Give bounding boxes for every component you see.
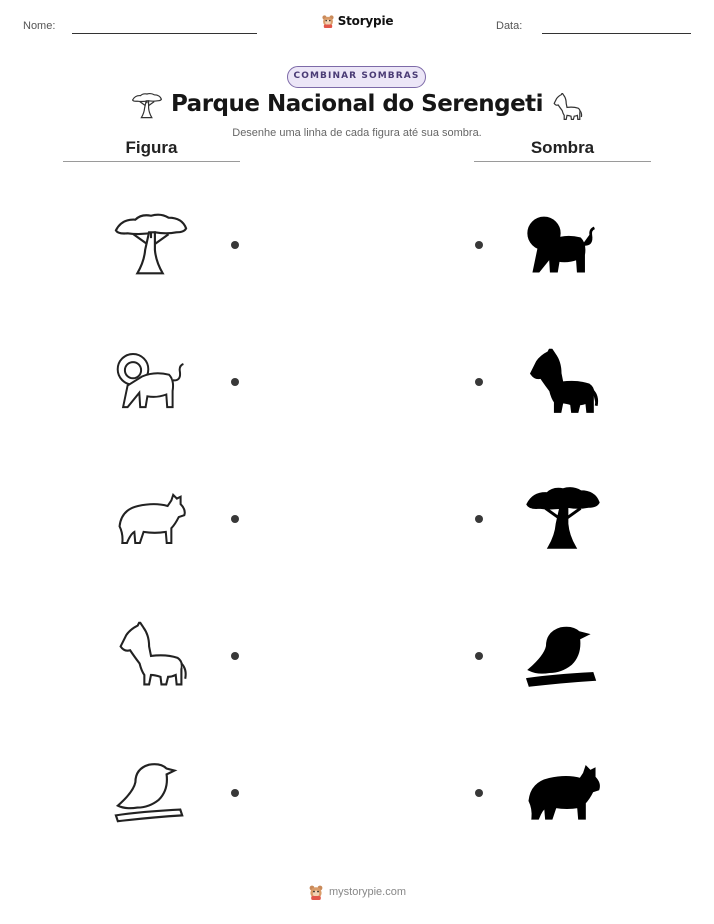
name-field-line[interactable]: [72, 33, 257, 34]
footer: [0, 884, 714, 904]
zebra-icon: [551, 92, 583, 122]
storypie-mascot-icon: [321, 14, 335, 28]
date-field-line[interactable]: [542, 33, 691, 34]
activity-badge: COMBINAR SOMBRAS: [287, 66, 426, 88]
shadow-dot-5[interactable]: [475, 789, 483, 797]
figure-dot-1[interactable]: [231, 241, 239, 249]
name-label: Nome:: [23, 20, 56, 32]
bird-silhouette-icon: [524, 620, 602, 690]
figure-dot-3[interactable]: [231, 515, 239, 523]
zebra-silhouette-icon: [524, 346, 600, 418]
storypie-mascot-icon: [308, 884, 324, 900]
date-label: Data:: [496, 20, 523, 32]
instructions: Desenhe uma linha de cada figura até sua sombra.: [232, 127, 482, 139]
figure-dot-5[interactable]: [231, 789, 239, 797]
shadow-dot-4[interactable]: [475, 652, 483, 660]
zebra-icon: [113, 619, 189, 691]
figure-column-heading: Figura: [125, 138, 178, 157]
acacia-tree-silhouette-icon: [524, 484, 602, 554]
shadow-column-rule: [474, 161, 651, 162]
shadow-dot-3[interactable]: [475, 515, 483, 523]
shadow-column-heading: Sombra: [530, 138, 595, 157]
shadow-dot-2[interactable]: [475, 378, 483, 386]
bird-on-branch-icon: [112, 756, 190, 826]
hyena-icon: [114, 485, 188, 551]
figure-dot-4[interactable]: [231, 652, 239, 660]
page-title: Parque Nacional do Serengeti: [170, 91, 544, 117]
brand-logo: [0, 13, 714, 32]
hyena-silhouette-icon: [524, 758, 602, 826]
figure-column-rule: [63, 161, 240, 162]
footer-website[interactable]: mystorypie.com: [328, 886, 407, 898]
figure-dot-2[interactable]: [231, 378, 239, 386]
lion-icon: [115, 346, 187, 416]
brand-name: Storypie: [337, 14, 394, 28]
shadow-dot-1[interactable]: [475, 241, 483, 249]
lion-silhouette-icon: [526, 210, 598, 280]
acacia-tree-icon: [112, 210, 190, 280]
